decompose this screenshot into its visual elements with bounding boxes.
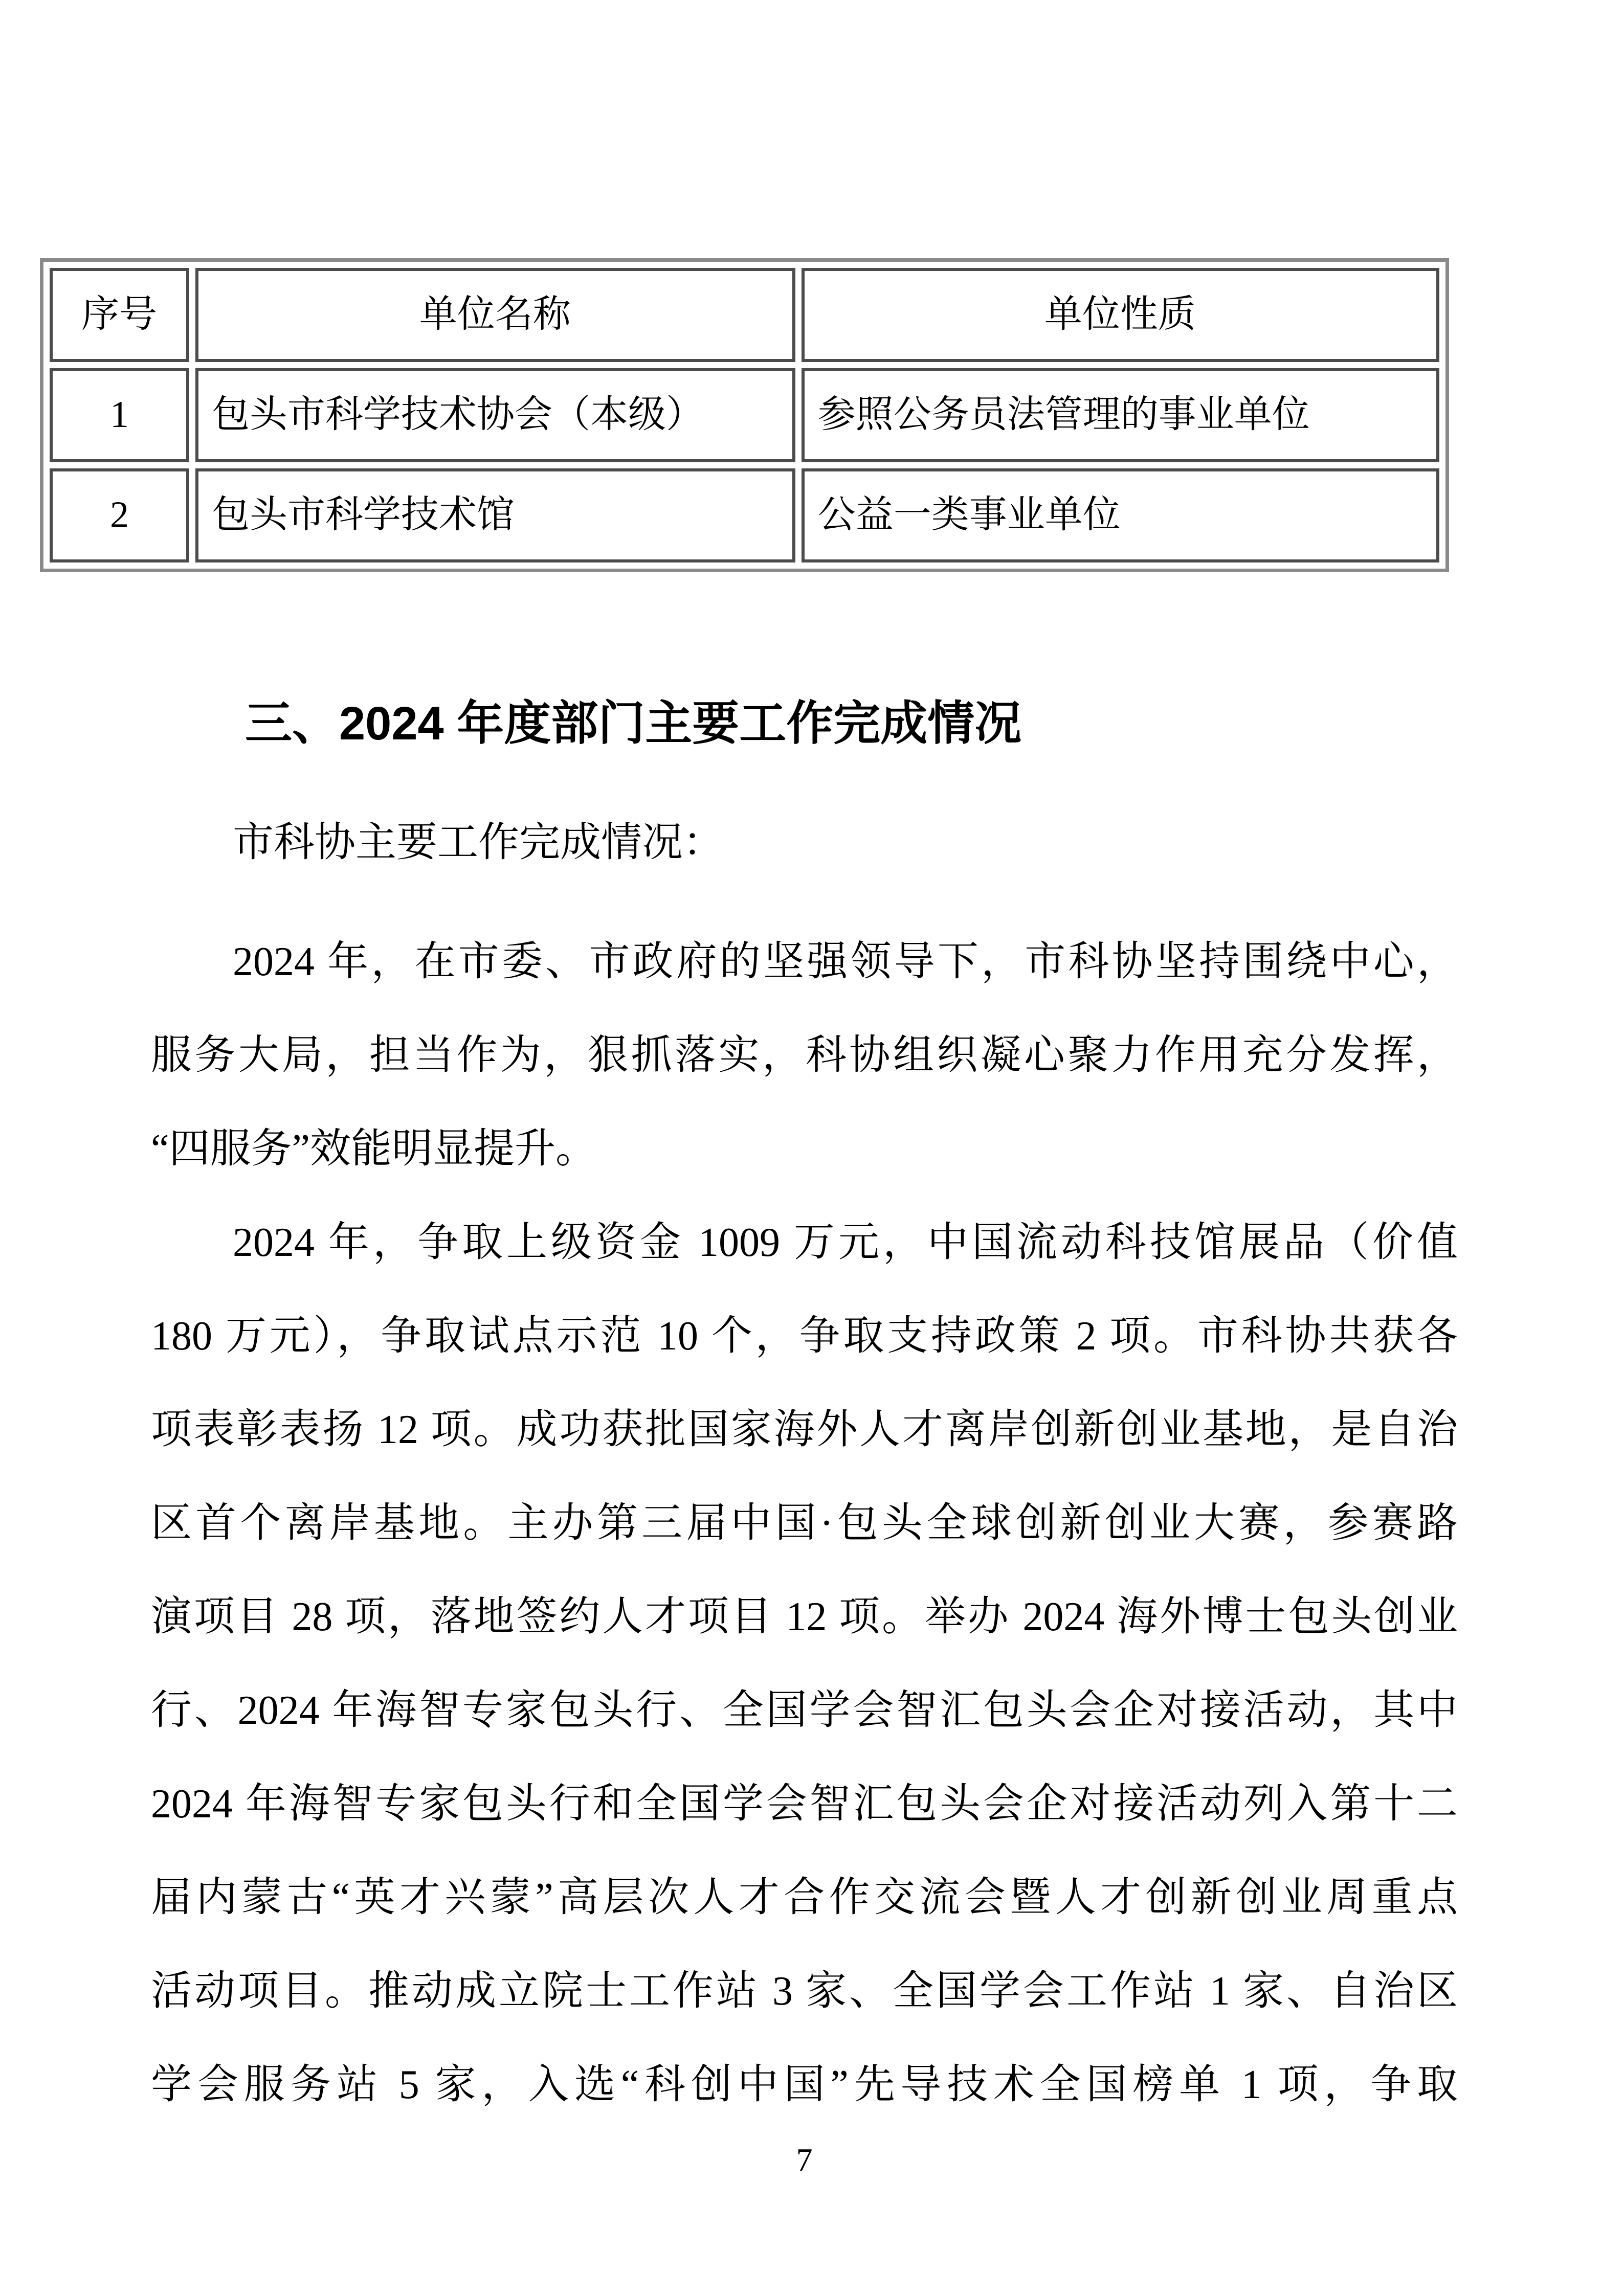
- paragraph-line: 学会服务站 5 家，入选“科创中国”先导技术全国榜单 1 项，争取: [151, 2062, 1458, 2107]
- section-subheading: 市科协主要工作完成情况：: [233, 820, 724, 865]
- paragraph-line: 服务大局，担当作为，狠抓落实，科协组织凝心聚力作用充分发挥，: [151, 1033, 1458, 1078]
- paragraph-1: [151, 915, 1458, 1196]
- table-row: [50, 468, 1439, 562]
- paragraph-line: 项表彰表扬 12 项。成功获批国家海外人才离岸创新创业基地，是自治: [151, 1407, 1458, 1452]
- paragraph-line: 180 万元），争取试点示范 10 个，争取支持政策 2 项。市科协共获各: [151, 1314, 1458, 1359]
- paragraph-line: 活动项目。推动成立院士工作站 3 家、全国学会工作站 1 家、自治区: [151, 1969, 1458, 2014]
- paragraph-line: 2024 年，在市委、市政府的坚强领导下，市科协坚持围绕中心，: [233, 939, 1458, 984]
- cell-nature: 参照公务员法管理的事业单位: [802, 368, 1439, 462]
- cell-name: 包头市科学技术协会（本级）: [195, 368, 795, 462]
- table-header-index: 序号: [50, 268, 189, 362]
- paragraph-line: 届内蒙古“英才兴蒙”高层次人才合作交流会暨人才创新创业周重点: [151, 1875, 1458, 1920]
- paragraph-line: 2024 年海智专家包头行和全国学会智汇包头会企对接活动列入第十二: [151, 1782, 1458, 1827]
- section-heading: 三、2024 年度部门主要工作完成情况: [245, 697, 1022, 750]
- paragraph-line: 2024 年，争取上级资金 1009 万元，中国流动科技馆展品（价值: [233, 1220, 1458, 1265]
- page-number: 7: [796, 2142, 813, 2178]
- paragraph-line: “四服务”效能明显提升。: [151, 1127, 597, 1172]
- table-header-row: [50, 268, 1439, 362]
- cell-index: 2: [50, 468, 189, 562]
- table-header-name: 单位名称: [195, 268, 795, 362]
- paragraph-line: 演项目 28 项，落地签约人才项目 12 项。举办 2024 海外博士包头创业: [151, 1594, 1458, 1639]
- cell-name: 包头市科学技术馆: [195, 468, 795, 562]
- units-table: [40, 258, 1449, 572]
- cell-index: 1: [50, 368, 189, 462]
- table-row: [50, 368, 1439, 462]
- cell-nature: 公益一类事业单位: [802, 468, 1439, 562]
- paragraph-2: [151, 1196, 1458, 2132]
- paragraph-line: 行、2024 年海智专家包头行、全国学会智汇包头会企对接活动，其中: [151, 1688, 1458, 1733]
- table-header-nature: 单位性质: [802, 268, 1439, 362]
- paragraph-line: 区首个离岸基地。主办第三届中国·包头全球创新创业大赛，参赛路: [151, 1501, 1458, 1546]
- text-column: [151, 677, 1458, 2132]
